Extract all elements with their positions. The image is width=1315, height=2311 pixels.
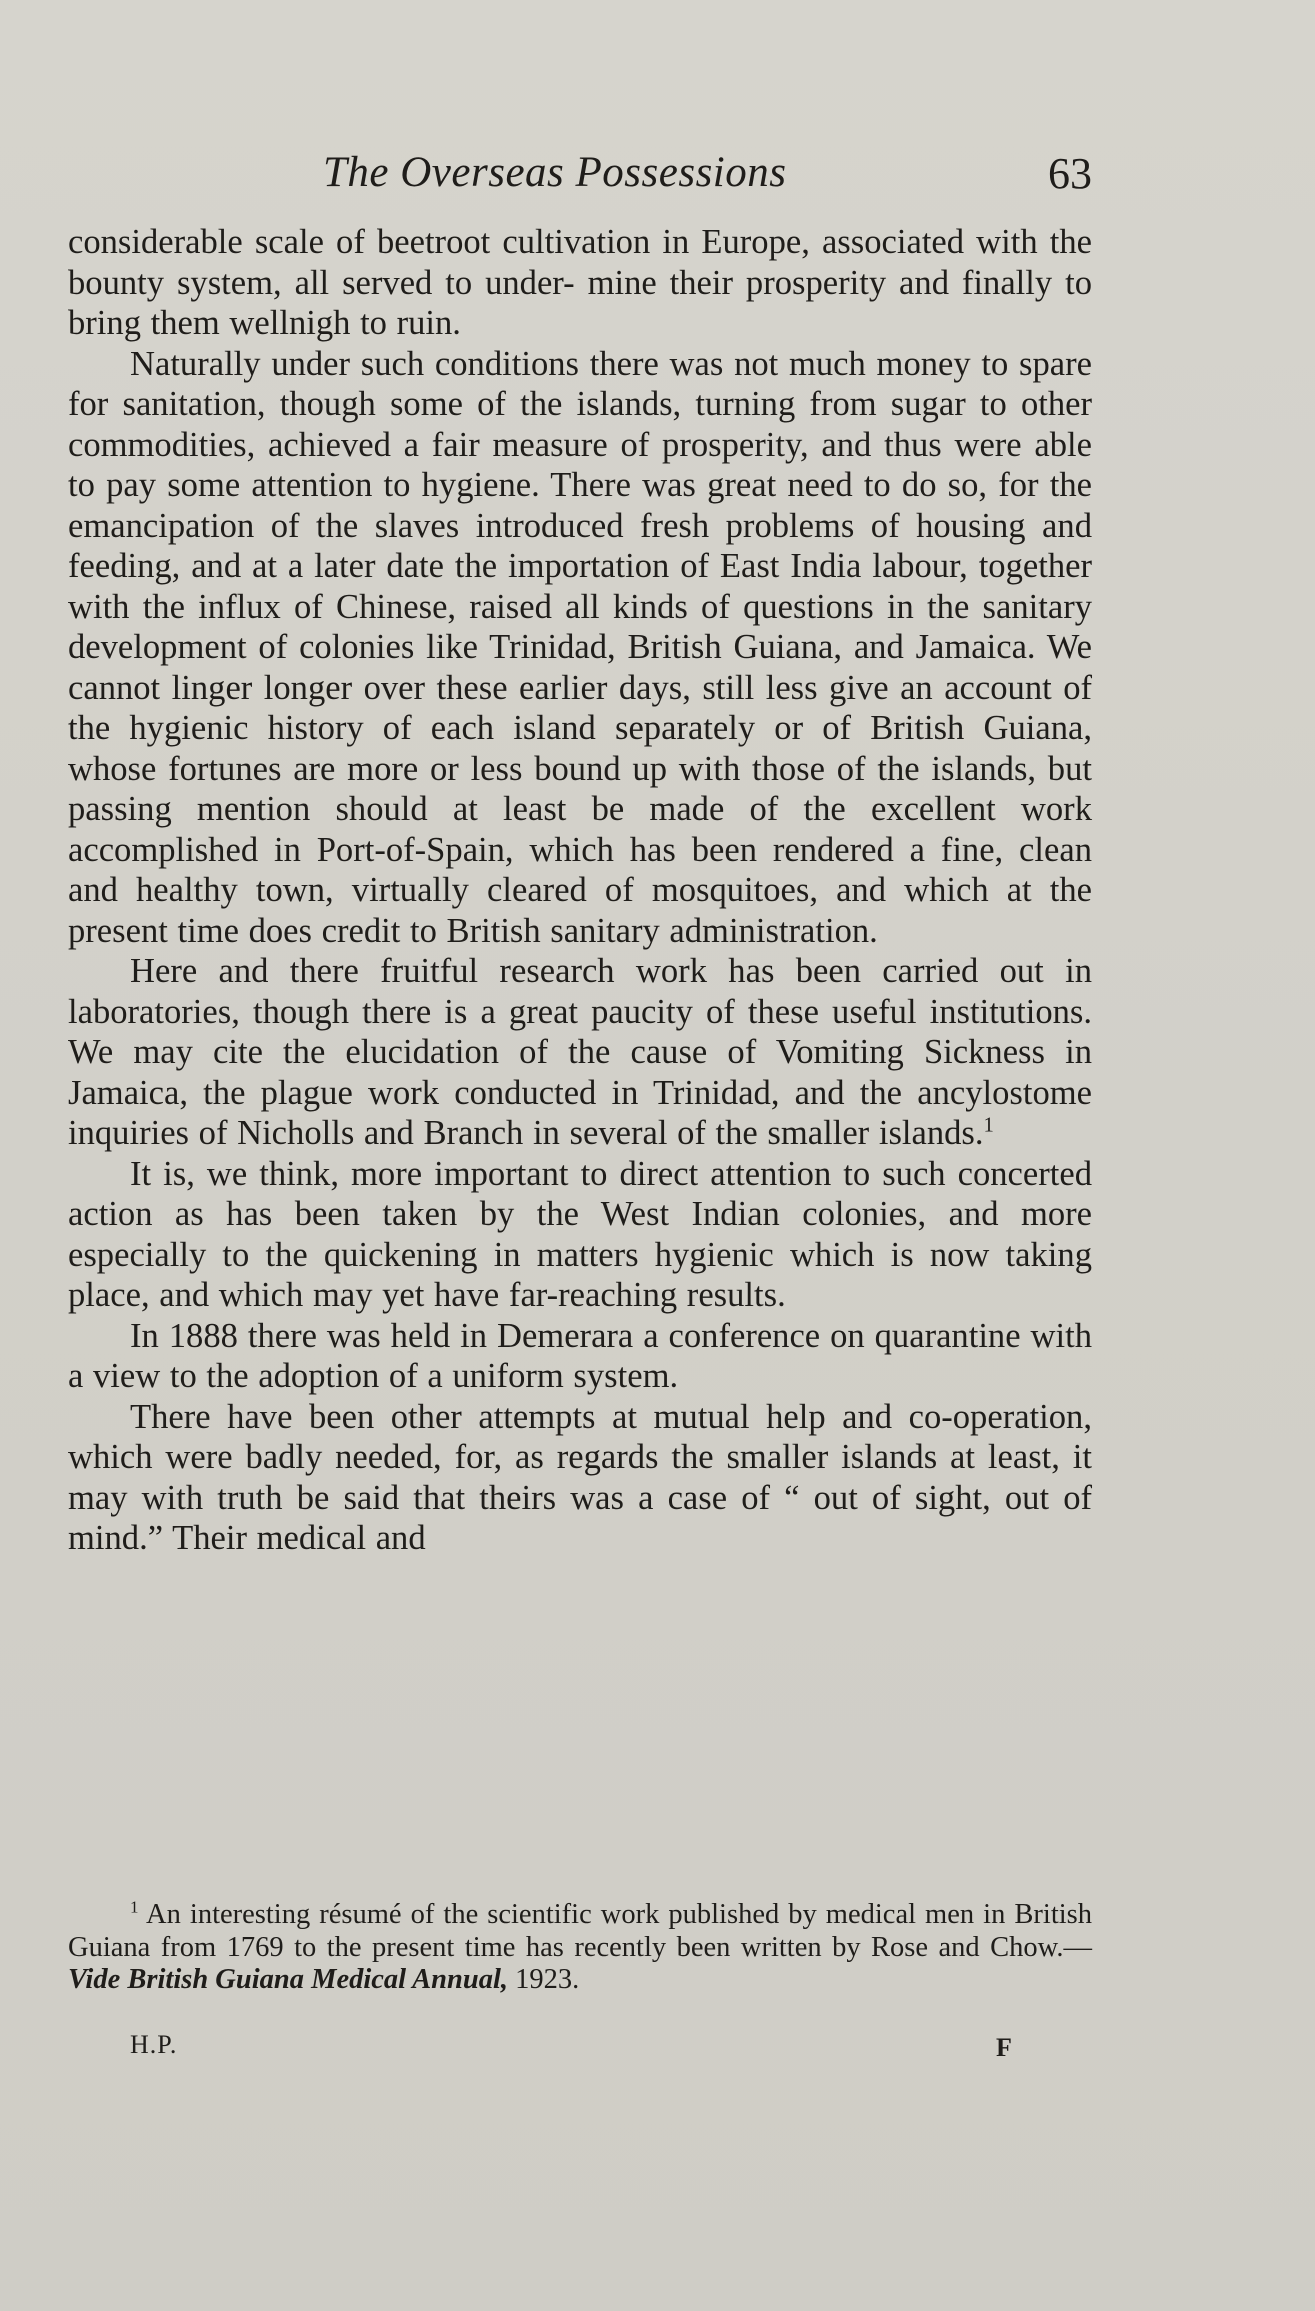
footnote-year: 1923.	[515, 1964, 580, 1995]
paragraph: It is, we think, more important to direct attention to such concerted action as has been taken by the West Indian colonies, and more especially to the quickening in matters hygienic which is now taking place, and which may yet have far-reaching results.	[68, 1154, 1092, 1314]
running-head	[68, 148, 1092, 198]
paragraph: In 1888 there was held in Demerara a conference on quarantine with a view to the adoption of a uniform system.	[68, 1316, 1092, 1395]
footnote-marker: 1	[130, 1897, 139, 1917]
footnotes	[68, 1899, 1092, 1997]
paragraph-with-footnote	[68, 951, 1092, 1154]
body-text	[68, 222, 1092, 1559]
paragraph: Naturally under such conditions there was not much money to spare for sanitation, though some of the islands, turning from sugar to other commodities, achieved a fair measure of prosperity, and thus were able to pay some attention to hygiene. There was great need to do so, for the emancipation of the slaves introduced fresh problems of housing and feeding, and at a later date the importation of East India labour, together with the influx of Chinese, raised all kinds of questions in the sanitary development of colonies like Trinidad, British Guiana, and Jamaica. We cannot linger longer over these earlier days, still less give an account of the hygienic history of each island separately or of British Guiana, whose fortunes are more or less bound up with those of the islands, but passing mention should at least be made of the excellent work accomplished in Port-of-Spain, which has been rendered a fine, clean and healthy town, virtually cleared of mosquitoes, and which at the present time does credit to British sanitary administration.	[68, 344, 1092, 950]
running-title: The Overseas Possessions	[323, 149, 787, 196]
footnote-reference: 1	[983, 1114, 994, 1137]
paragraph-text: Here and there fruitful research work has been carried out in laboratories, though there is a great paucity of these useful institutions. We may cite the elucidation of the cause of Vomiting Sickness in Jamaica, the plague work conducted in Trinidad, and the ancylostome inquiries of Nicholls and Branch in several of the smaller islands.	[68, 952, 1092, 1152]
paragraph: There have been other attempts at mutual help and co-operation, which were badly needed, for, as regards the smaller islands at least, it may with truth be said that theirs was a case of “ out of sight, out of mind.” Their medical and	[68, 1397, 1092, 1557]
page-number: 63	[1048, 149, 1092, 198]
signature-mark-right: F	[996, 2033, 1012, 2062]
paragraph-continuation: considerable scale of beetroot cultivation in Europe, associated with the bounty system, all served to under- mine their prosperity and finally to bring them wellnigh to ruin.	[68, 223, 1092, 342]
footnote	[68, 1899, 1092, 1997]
footnote-citation: Vide British Guiana Medical Annual,	[68, 1964, 509, 1995]
signature-mark-left: H.P.	[130, 2030, 178, 2059]
footnote-text: An interesting résumé of the scientific work published by medical men in British Guiana from 1769 to the present time has recently been written by Rose and Chow.—	[68, 1899, 1092, 1963]
